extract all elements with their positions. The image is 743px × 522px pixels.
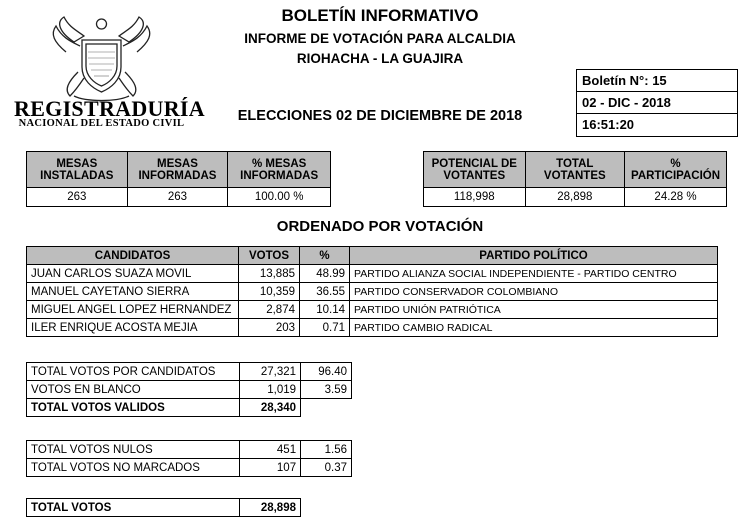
total-votes: 27,321: [240, 363, 301, 381]
total-label: TOTAL VOTOS: [27, 499, 240, 517]
total-votes: 28,898: [240, 499, 301, 517]
votantes-table: [423, 151, 727, 207]
votantes-value: 24.28 %: [625, 188, 727, 207]
total-label: VOTOS EN BLANCO: [27, 381, 240, 399]
mesas-header: % MESAS INFORMADAS: [228, 152, 331, 188]
candidate-name: MANUEL CAYETANO SIERRA: [27, 283, 239, 301]
candidate-party: PARTIDO CAMBIO RADICAL: [350, 319, 718, 337]
totals-valid-table: [26, 362, 352, 417]
candidate-name: JUAN CARLOS SUAZA MOVIL: [27, 265, 239, 283]
candidate-name: MIGUEL ANGEL LOPEZ HERNANDEZ: [27, 301, 239, 319]
candidates-table: [26, 246, 718, 337]
mesas-header: MESAS INFORMADAS: [127, 152, 228, 188]
candidate-party: PARTIDO UNIÓN PATRIÓTICA: [350, 301, 718, 319]
totals-null-table: [26, 440, 352, 477]
total-label: TOTAL VOTOS POR CANDIDATOS: [27, 363, 240, 381]
total-votes-table: [26, 498, 301, 517]
election-date: ELECCIONES 02 DE DICIEMBRE DE 2018: [237, 108, 523, 124]
mesas-value: 100.00 %: [228, 188, 331, 207]
total-label: TOTAL VOTOS NULOS: [27, 441, 240, 459]
total-row: [27, 441, 352, 459]
candidate-votes: 10,359: [239, 283, 300, 301]
votantes-value: 28,898: [525, 188, 625, 207]
votantes-value: 118,998: [424, 188, 526, 207]
mesas-value: 263: [127, 188, 228, 207]
candidate-percent: 48.99: [300, 265, 350, 283]
candidate-name: ILER ENRIQUE ACOSTA MEJIA: [27, 319, 239, 337]
total-row: [27, 499, 301, 517]
total-percent: 0.37: [301, 459, 352, 477]
page-location: RIOHACHA - LA GUAJIRA: [296, 51, 464, 66]
total-votes: 28,340: [240, 399, 301, 417]
page-title: BOLETÍN INFORMATIVO: [281, 6, 479, 25]
boletin-box: [576, 69, 738, 137]
total-row: [27, 459, 352, 477]
candidate-percent: 10.14: [300, 301, 350, 319]
mesas-header: MESAS INSTALADAS: [27, 152, 128, 188]
votantes-header: POTENCIAL DE VOTANTES: [424, 152, 526, 188]
total-votes: 107: [240, 459, 301, 477]
total-row: [27, 399, 352, 417]
candidate-votes: 2,874: [239, 301, 300, 319]
mesas-value: 263: [27, 188, 128, 207]
total-row: [27, 363, 352, 381]
candidate-party: PARTIDO CONSERVADOR COLOMBIANO: [350, 283, 718, 301]
mesas-table: [26, 151, 331, 207]
total-label: TOTAL VOTOS VALIDOS: [27, 399, 240, 417]
candidate-row: [27, 319, 718, 337]
total-percent: [301, 399, 352, 417]
total-percent: 96.40: [301, 363, 352, 381]
logo-name: REGISTRADURÍA: [14, 96, 205, 121]
votantes-header: % PARTICIPACIÓN: [625, 152, 727, 188]
candidate-row: [27, 283, 718, 301]
section-title: ORDENADO POR VOTACIÓN: [276, 218, 484, 235]
votantes-header: TOTAL VOTANTES: [525, 152, 625, 188]
total-row: [27, 381, 352, 399]
boletin-time: 16:51:20: [582, 117, 635, 132]
percent-header: %: [300, 247, 350, 265]
candidate-votes: 203: [239, 319, 300, 337]
total-votes: 451: [240, 441, 301, 459]
votes-header: VOTOS: [239, 247, 300, 265]
page-subtitle: INFORME DE VOTACIÓN PARA ALCALDIA: [244, 31, 516, 46]
boletin-date: 02 - DIC - 2018: [577, 92, 737, 114]
candidate-percent: 0.71: [300, 319, 350, 337]
candidate-percent: 36.55: [300, 283, 350, 301]
total-votes: 1,019: [240, 381, 301, 399]
logo-subtitle: NACIONAL DEL ESTADO CIVIL: [18, 118, 185, 129]
candidate-party: PARTIDO ALIANZA SOCIAL INDEPENDIENTE - PARTIDO CENTRO: [350, 265, 718, 283]
candidate-row: [27, 301, 718, 319]
party-header: PARTIDO POLÍTICO: [350, 247, 718, 265]
candidate-votes: 13,885: [239, 265, 300, 283]
total-percent: 1.56: [301, 441, 352, 459]
total-percent: 3.59: [301, 381, 352, 399]
total-label: TOTAL VOTOS NO MARCADOS: [27, 459, 240, 477]
boletin-number: Boletín N°: 15: [577, 70, 737, 92]
candidates-header: CANDIDATOS: [27, 247, 239, 265]
candidate-row: [27, 265, 718, 283]
